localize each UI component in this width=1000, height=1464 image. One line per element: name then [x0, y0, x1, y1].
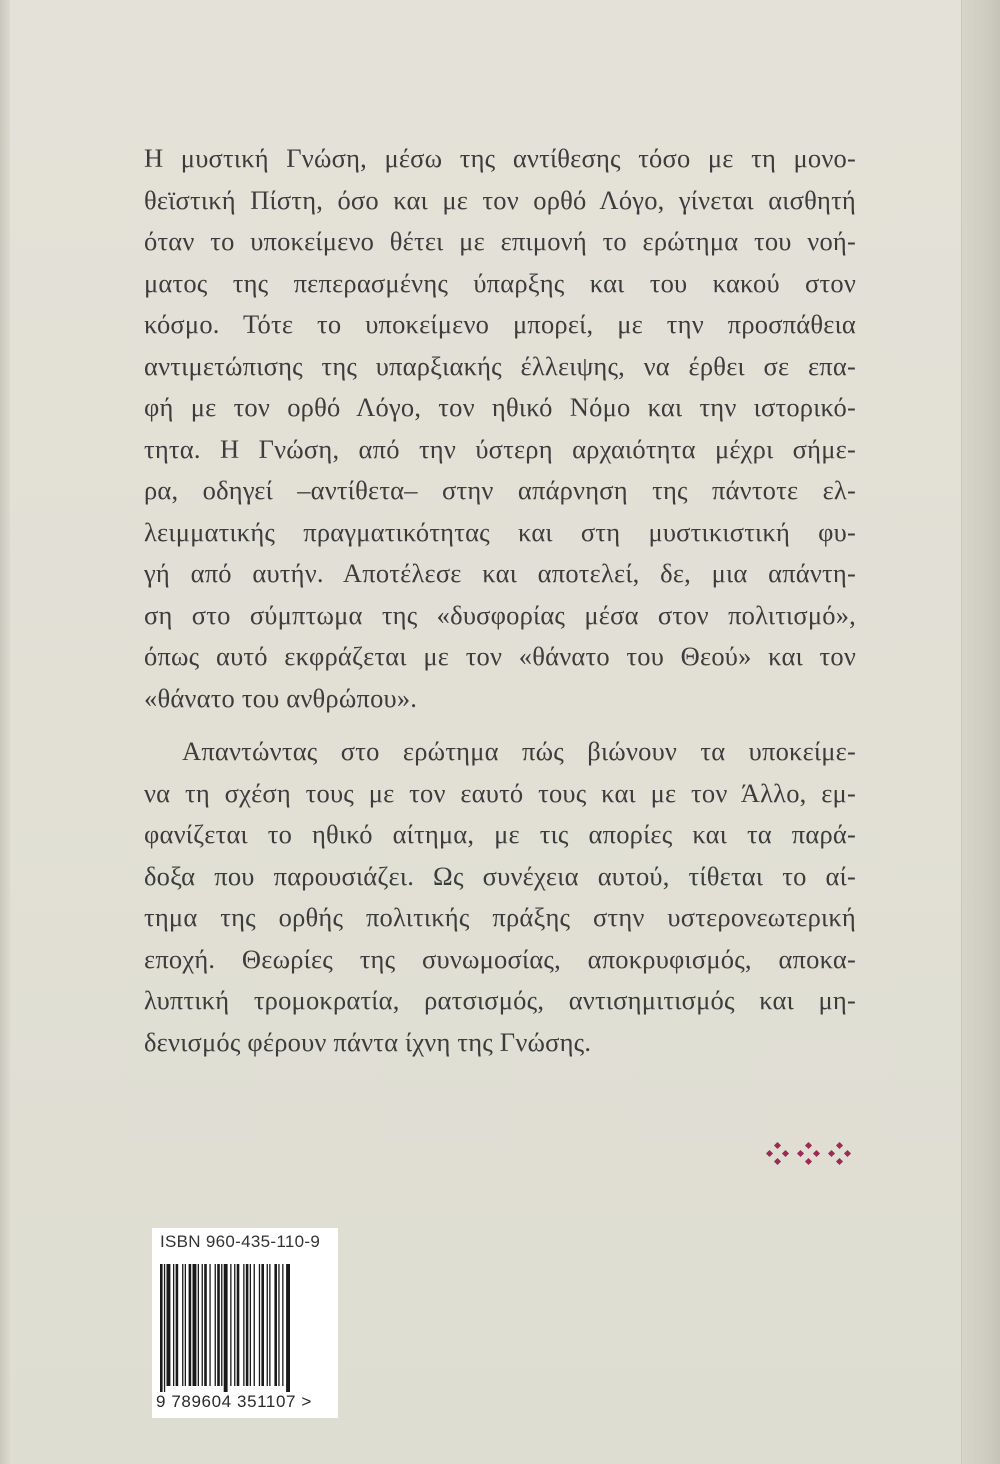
cover-left-edge: [0, 0, 10, 1464]
barcode-bar: [209, 1264, 210, 1386]
barcode-bar: [221, 1264, 222, 1386]
barcode-bar: [164, 1264, 165, 1392]
barcode-bar: [261, 1264, 264, 1386]
diamond-ornament-icon: [795, 1140, 823, 1168]
blurb-text: [144, 138, 856, 1063]
diamond-ornament-icon: [826, 1140, 854, 1168]
text-line: λυπτική τρομοκρατία, ρατσισμός, αντισημιτισμός και μη-: [144, 985, 856, 1015]
barcode-bar: [217, 1264, 220, 1386]
text-line: ρα, οδηγεί –αντίθετα– στην απάρνηση της πάντοτε ελ-: [144, 475, 856, 505]
text-line: θεϊστική Πίστη, όσο και με τον ορθό Λόγο, γίνεται αισθητή: [144, 184, 856, 215]
text-line: τητα. Η Γνώση, από την ύστερη αρχαιότητα μέχρι σήμε-: [144, 433, 856, 464]
barcode-bar: [254, 1264, 255, 1386]
text-line: να τη σχέση τους με τον εαυτό τους και με τον Άλλο, εμ-: [144, 777, 856, 808]
barcode-bar: [202, 1264, 203, 1386]
barcode-bar: [278, 1264, 279, 1386]
text-line: όπως αυτό εκφράζεται με τον «θάνατο του Θεού» και τον: [144, 641, 856, 671]
text-line: ση στο σύμπτωμα της «δυσφορίας μέσα στον πολιτισμό»,: [144, 599, 856, 630]
text-line: όταν το υποκείμενο θέτει με επιμονή το ερώτημα του νοή-: [144, 226, 856, 256]
barcode-bar: [224, 1264, 228, 1392]
barcode-bar: [173, 1264, 174, 1386]
barcode-bar: [274, 1264, 277, 1386]
text-line: φή με τον ορθό Λόγο, τον ηθικό Νόμο και την ιστορικό-: [144, 392, 856, 422]
cover-right-edge: [961, 0, 1000, 1464]
text-line: αντιμετώπισης της υπαρξιακής έλλειψης, να έρθει σε επα-: [144, 350, 856, 381]
text-line: γή από αυτήν. Αποτέλεσε και αποτελεί, δε, μια απάντη-: [144, 558, 856, 588]
text-line: δενισμός φέρουν πάντα ίχνη της Γνώσης.: [144, 1026, 592, 1057]
barcode-bar: [189, 1264, 192, 1386]
paragraph-2: [144, 731, 856, 1063]
text-line: «θάνατο του ανθρώπου».: [144, 682, 418, 713]
barcode-bar: [250, 1264, 251, 1386]
barcode-bar: [215, 1264, 216, 1386]
text-line: Απαντώντας στο ερώτημα πώς βιώνουν τα υποκείμε-: [182, 736, 856, 766]
barcode-bar: [185, 1264, 186, 1386]
isbn-barcode: [152, 1228, 338, 1418]
barcode-bar: [259, 1264, 260, 1386]
barcode-bar: [182, 1264, 183, 1386]
text-line: φανίζεται το ηθικό αίτημα, με τις απορίες και τα παρά-: [144, 819, 856, 849]
barcode-bar: [237, 1264, 240, 1386]
diamond-ornament-icon: [764, 1140, 792, 1168]
text-line: λειμματικής πραγματικότητας και στη μυστικιστική φυ-: [144, 516, 856, 547]
barcode-bar: [246, 1264, 249, 1386]
barcode-bar: [230, 1264, 231, 1386]
barcode-bars: [158, 1264, 334, 1392]
barcode-bar: [198, 1264, 199, 1386]
barcode-bar: [243, 1264, 244, 1386]
text-line: δοξα που παρουσιάζει. Ως συνέχεια αυτού, τίθεται το αί-: [144, 860, 856, 891]
barcode-bar: [176, 1264, 179, 1386]
barcode-digits: 9 789604 351107 >: [156, 1392, 312, 1411]
ornament-diamonds: [764, 1140, 854, 1168]
barcode-bar: [269, 1264, 270, 1386]
text-line: εποχή. Θεωρίες της συνωμοσίας, αποκρυφισμός, αποκα-: [144, 943, 856, 974]
barcode-bar: [286, 1264, 290, 1392]
text-line: ματος της πεπερασμένης ύπαρξης και του κακού στον: [144, 267, 856, 298]
barcode-bar: [193, 1264, 197, 1386]
barcode-bar: [204, 1264, 207, 1386]
barcode-bar: [282, 1264, 283, 1386]
text-line: κόσμο. Τότε το υποκείμενο μπορεί, με την προσπάθεια: [144, 309, 856, 339]
barcode-bar: [167, 1264, 171, 1386]
barcode-bar: [267, 1264, 268, 1386]
isbn-label: ISBN 960-435-110-9: [160, 1232, 321, 1251]
text-line: τημα της ορθής πολιτικής πράξης στην υστερονεωτερική: [144, 902, 856, 932]
barcode-bar: [234, 1264, 235, 1386]
barcode-bar: [160, 1264, 163, 1392]
text-line: Η μυστική Γνώση, μέσω της αντίθεσης τόσο με τη μονο-: [144, 143, 856, 173]
paragraph-1: [144, 138, 856, 719]
